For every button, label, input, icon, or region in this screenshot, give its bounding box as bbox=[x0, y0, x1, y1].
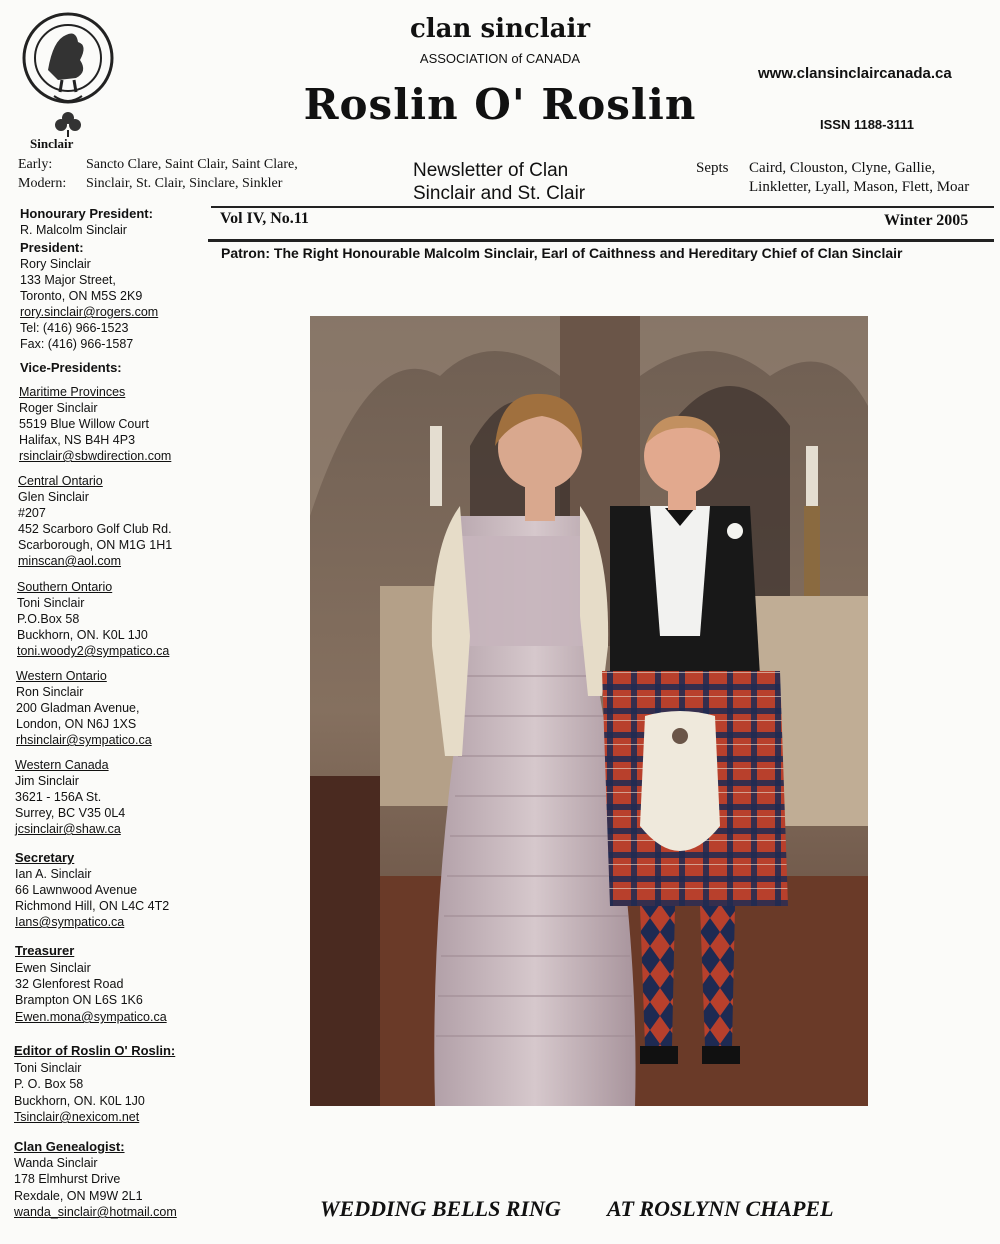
honorary-heading: Honourary President: bbox=[20, 206, 153, 221]
septs-line1: Caird, Clouston, Clyne, Gallie, bbox=[749, 160, 936, 176]
maritime-email[interactable]: rsinclair@sbwdirection.com bbox=[19, 449, 172, 463]
wedding-photo bbox=[310, 316, 868, 1106]
maritime-name: Roger Sinclair bbox=[19, 401, 98, 415]
central-address: 452 Scarboro Golf Club Rd. bbox=[18, 522, 172, 536]
maritime-heading: Maritime Provinces bbox=[19, 385, 126, 399]
association-name: ASSOCIATION of CANADA bbox=[419, 51, 581, 66]
patron-line: Patron: The Right Honourable Malcolm Sinclair, Earl of Caithness and Hereditary Chief of Clan Sinclair bbox=[221, 245, 903, 261]
photo-caption-left: WEDDING BELLS RING bbox=[320, 1196, 561, 1221]
editor-name: Toni Sinclair bbox=[14, 1061, 82, 1075]
vice-presidents-heading: Vice-Presidents: bbox=[20, 360, 122, 375]
secretary-heading: Secretary bbox=[15, 850, 75, 865]
president-email[interactable]: rory.sinclair@rogers.com bbox=[20, 305, 159, 319]
western-ontario-name: Ron Sinclair bbox=[16, 685, 84, 699]
southern-name: Toni Sinclair bbox=[17, 596, 85, 610]
septs-label: Septs bbox=[696, 160, 729, 176]
issn: ISSN 1188-3111 bbox=[820, 117, 914, 132]
newsletter-name: Roslin O' Roslin bbox=[303, 80, 697, 129]
treasurer-city: Brampton ON L6S 1K6 bbox=[15, 993, 143, 1007]
honorary-name: R. Malcolm Sinclair bbox=[20, 223, 127, 237]
septs-line2: Linkletter, Lyall, Mason, Flett, Moar bbox=[749, 179, 970, 195]
treasurer-email[interactable]: Ewen.mona@sympatico.ca bbox=[15, 1010, 167, 1024]
patron-rule bbox=[208, 239, 994, 242]
clan-title: clan sinclair bbox=[409, 14, 591, 44]
western-canada-name: Jim Sinclair bbox=[15, 774, 79, 788]
website-link[interactable]: www.clansinclaircanada.ca bbox=[758, 65, 952, 82]
southern-box: P.O.Box 58 bbox=[17, 612, 80, 626]
subtitle-line1: Newsletter of Clan bbox=[413, 160, 569, 181]
top-rule bbox=[211, 206, 994, 208]
western-ontario-city: London, ON N6J 1XS bbox=[16, 717, 137, 731]
western-ontario-email[interactable]: rhsinclair@sympatico.ca bbox=[16, 733, 152, 747]
western-canada-city: Surrey, BC V35 0L4 bbox=[15, 806, 126, 820]
genealogist-name: Wanda Sinclair bbox=[14, 1156, 98, 1170]
president-heading: President: bbox=[20, 240, 84, 255]
president-fax: Fax: (416) 966-1587 bbox=[20, 337, 134, 351]
southern-city: Buckhorn, ON. K0L 1J0 bbox=[17, 628, 148, 642]
president-name: Rory Sinclair bbox=[20, 257, 91, 271]
president-city: Toronto, ON M5S 2K9 bbox=[20, 289, 143, 303]
editor-box: P. O. Box 58 bbox=[14, 1077, 84, 1091]
treasurer-address: 32 Glenforest Road bbox=[15, 977, 124, 991]
western-canada-address: 3621 - 156A St. bbox=[15, 790, 102, 804]
central-unit: #207 bbox=[18, 506, 46, 520]
western-canada-heading: Western Canada bbox=[15, 758, 109, 772]
secretary-name: Ian A. Sinclair bbox=[15, 867, 92, 881]
western-canada-email[interactable]: jcsinclair@shaw.ca bbox=[15, 822, 121, 836]
central-city: Scarborough, ON M1G 1H1 bbox=[18, 538, 173, 552]
issue-season: Winter 2005 bbox=[884, 212, 969, 229]
genealogist-city: Rexdale, ON M9W 2L1 bbox=[14, 1189, 143, 1203]
secretary-email[interactable]: Ians@sympatico.ca bbox=[15, 915, 125, 929]
modern-label: Modern: bbox=[18, 176, 67, 191]
southern-heading: Southern Ontario bbox=[17, 580, 113, 594]
genealogist-email[interactable]: wanda_sinclair@hotmail.com bbox=[14, 1205, 177, 1219]
early-label: Early: bbox=[18, 157, 53, 172]
maritime-address: 5519 Blue Willow Court bbox=[19, 417, 149, 431]
president-address: 133 Major Street, bbox=[20, 273, 116, 287]
secretary-city: Richmond Hill, ON L4C 4T2 bbox=[15, 899, 170, 913]
central-email[interactable]: minscan@aol.com bbox=[18, 554, 122, 568]
subtitle-line2: Sinclair and St. Clair bbox=[413, 183, 586, 204]
president-tel: Tel: (416) 966-1523 bbox=[20, 321, 129, 335]
secretary-address: 66 Lawnwood Avenue bbox=[15, 883, 138, 897]
modern-value: Sinclair, St. Clair, Sinclare, Sinkler bbox=[86, 176, 283, 191]
editor-heading: Editor of Roslin O' Roslin: bbox=[14, 1043, 176, 1058]
western-ontario-heading: Western Ontario bbox=[16, 669, 107, 683]
maritime-city: Halifax, NS B4H 4P3 bbox=[19, 433, 136, 447]
western-ontario-address: 200 Gladman Avenue, bbox=[16, 701, 140, 715]
editor-city: Buckhorn, ON. K0L 1J0 bbox=[14, 1094, 145, 1108]
crest-caption: Sinclair bbox=[30, 136, 74, 151]
treasurer-heading: Treasurer bbox=[15, 943, 75, 958]
central-heading: Central Ontario bbox=[18, 474, 103, 488]
volume-number: Vol IV, No.11 bbox=[220, 210, 309, 227]
editor-email[interactable]: Tsinclair@nexicom.net bbox=[14, 1110, 140, 1124]
treasurer-name: Ewen Sinclair bbox=[15, 961, 91, 975]
central-name: Glen Sinclair bbox=[18, 490, 89, 504]
early-value: Sancto Clare, Saint Clair, Saint Clare, bbox=[86, 157, 298, 172]
genealogist-heading: Clan Genealogist: bbox=[14, 1139, 125, 1154]
photo-caption-right: AT ROSLYNN CHAPEL bbox=[607, 1196, 834, 1221]
genealogist-address: 178 Elmhurst Drive bbox=[14, 1172, 121, 1186]
southern-email[interactable]: toni.woody2@sympatico.ca bbox=[17, 644, 170, 658]
